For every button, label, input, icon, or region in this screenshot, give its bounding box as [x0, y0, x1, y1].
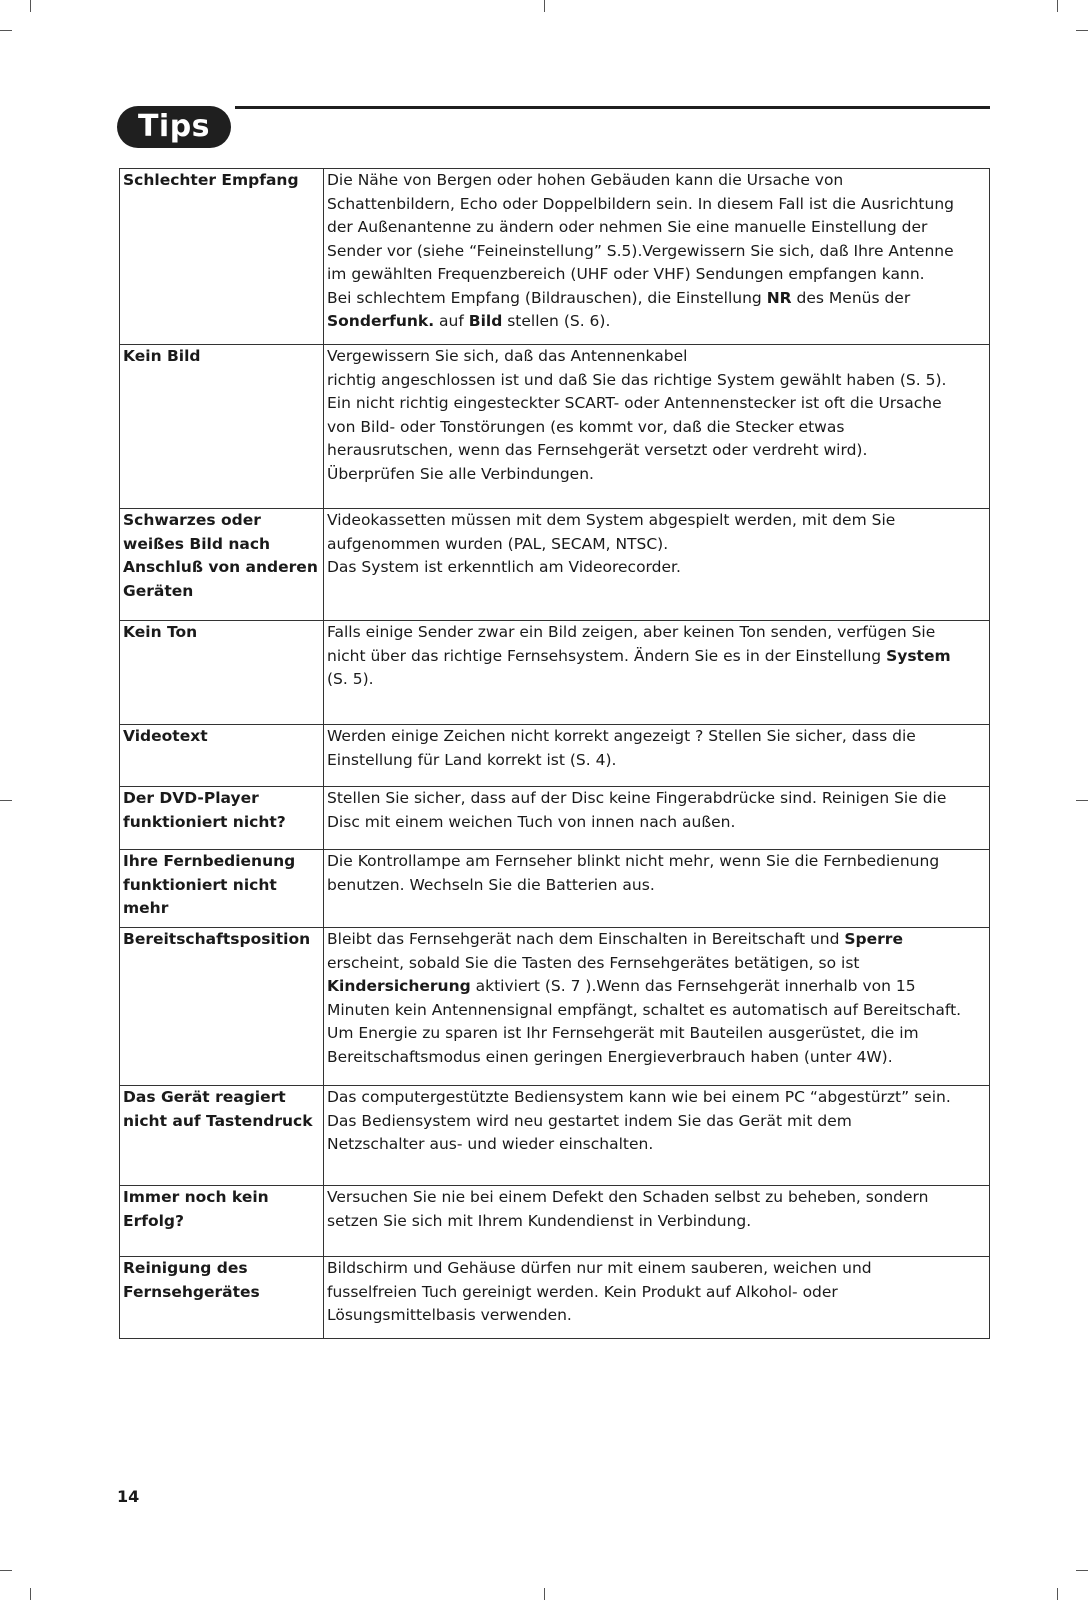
solution-line: [327, 725, 987, 749]
text-segment: Das System ist erkenntlich am Videorecorder.: [327, 558, 681, 576]
solution-line: [327, 416, 987, 440]
solution-text: [324, 1086, 990, 1186]
tips-row: [120, 787, 990, 850]
text-segment: Falls einige Sender zwar ein Bild zeigen, aber keinen Ton senden, verfügen Sie: [327, 623, 936, 641]
text-segment: Einstellung für Land korrekt ist (S. 4).: [327, 750, 617, 769]
solution-line: [327, 1304, 987, 1328]
text-segment: Lösungsmittelbasis verwenden.: [327, 1306, 572, 1324]
solution-line: [327, 169, 987, 193]
text-segment: setzen Sie sich mit Ihrem Kundendienst in Verbindung.: [327, 1211, 752, 1230]
crop-mark: [0, 30, 12, 31]
solution-line: [327, 668, 987, 692]
solution-line: [327, 850, 987, 874]
text-segment: Vergewissern Sie sich, daß das Antennenkabel: [327, 347, 688, 365]
solution-line: [327, 193, 987, 217]
problem-label: Der DVD-Player funktioniert nicht?: [120, 787, 324, 850]
problem-label: Das Gerät reagiert nicht auf Tastendruck: [120, 1086, 324, 1186]
page-number: 14: [117, 1487, 140, 1506]
tips-table: [119, 168, 990, 1339]
crop-mark: [0, 1570, 12, 1571]
text-segment: Videokassetten müssen mit dem System abgespielt werden, mit dem Sie: [327, 511, 896, 529]
text-segment: Minuten kein Antennensignal empfängt, schaltet es automatisch auf Bereitschaft.: [327, 1000, 962, 1019]
solution-line: [327, 287, 987, 311]
crop-mark: [30, 0, 31, 12]
solution-line: [327, 345, 987, 369]
emphasized-term: Kindersicherung: [327, 977, 471, 995]
text-segment: Sender vor (siehe “Feineinstellung” S.5).Vergewissern Sie sich, daß Ihre Antenne: [327, 241, 954, 260]
text-segment: aktiviert (S. 7 ).Wenn das Fernsehgerät innerhalb von 15: [470, 977, 916, 995]
solution-line: [327, 645, 987, 669]
text-segment: Überprüfen Sie alle Verbindungen.: [327, 464, 594, 483]
solution-line: [327, 533, 987, 557]
crop-mark: [0, 800, 12, 801]
tips-row: [120, 509, 990, 621]
problem-label: Videotext: [120, 725, 324, 787]
tips-row: [120, 169, 990, 345]
tips-row: [120, 345, 990, 509]
text-segment: Bereitschaftsmodus einen geringen Energieverbrauch haben (unter 4W).: [327, 1047, 893, 1066]
solution-line: [327, 216, 987, 240]
solution-line: [327, 240, 987, 264]
solution-text: [324, 621, 990, 725]
crop-mark: [1076, 1570, 1088, 1571]
solution-line: [327, 1210, 987, 1234]
solution-line: [327, 310, 987, 334]
text-segment: Bleibt das Fernsehgerät nach dem Einschalten in Bereitschaft und: [327, 930, 845, 948]
text-segment: (S. 5).: [327, 670, 374, 688]
text-segment: richtig angeschlossen ist und daß Sie das richtige System gewählt haben (S. 5).: [327, 370, 947, 389]
text-segment: Das Bediensystem wird neu gestartet indem Sie das Gerät mit dem: [327, 1111, 852, 1130]
problem-label: Kein Bild: [120, 345, 324, 509]
solution-line: [327, 556, 987, 580]
text-segment: erscheint, sobald Sie die Tasten des Fernsehgerätes betätigen, so ist: [327, 953, 860, 972]
emphasized-term: Bild: [468, 312, 503, 330]
tips-row: [120, 1086, 990, 1186]
solution-line: [327, 1046, 987, 1070]
text-segment: herausrutschen, wenn das Fernsehgerät versetzt oder verdreht wird).: [327, 441, 868, 459]
text-segment: Stellen Sie sicher, dass auf der Disc keine Fingerabdrücke sind. Reinigen Sie die: [327, 789, 947, 807]
text-segment: Versuchen Sie nie bei einem Defekt den Schaden selbst zu beheben, sondern: [327, 1188, 929, 1206]
tips-row: [120, 850, 990, 928]
text-segment: Die Nähe von Bergen oder hohen Gebäuden kann die Ursache von: [327, 171, 844, 189]
tips-row: [120, 621, 990, 725]
crop-mark: [1076, 30, 1088, 31]
solution-text: [324, 787, 990, 850]
solution-line: [327, 1281, 987, 1305]
solution-text: [324, 850, 990, 928]
solution-text: [324, 345, 990, 509]
tips-row: [120, 1186, 990, 1257]
problem-label: Kein Ton: [120, 621, 324, 725]
text-segment: der Außenantenne zu ändern oder nehmen Sie eine manuelle Einstellung der: [327, 218, 928, 236]
solution-text: [324, 169, 990, 345]
solution-line: [327, 1110, 987, 1134]
emphasized-term: Sonderfunk.: [327, 312, 435, 330]
text-segment: stellen (S. 6).: [502, 312, 611, 330]
solution-text: [324, 1257, 990, 1339]
text-segment: Schattenbildern, Echo oder Doppelbildern sein. In diesem Fall ist die Ausrichtung: [327, 194, 954, 213]
tips-table-body: [120, 169, 990, 1339]
problem-label: Schlechter Empfang: [120, 169, 324, 345]
problem-label: Reinigung des Fernsehgerätes: [120, 1257, 324, 1339]
text-segment: benutzen. Wechseln Sie die Batterien aus.: [327, 875, 655, 894]
solution-line: [327, 749, 987, 773]
solution-line: [327, 369, 987, 393]
text-segment: Die Kontrollampe am Fernseher blinkt nicht mehr, wenn Sie die Fernbedienung: [327, 852, 940, 870]
text-segment: Netzschalter aus- und wieder einschalten.: [327, 1135, 654, 1153]
page-title: Tips: [117, 106, 231, 148]
text-segment: Ein nicht richtig eingesteckter SCART- oder Antennenstecker ist oft die Ursache: [327, 394, 942, 412]
solution-text: [324, 1186, 990, 1257]
solution-line: [327, 999, 987, 1023]
header-rule: [235, 106, 990, 109]
text-segment: Disc mit einem weichen Tuch von innen nach außen.: [327, 812, 736, 831]
section-header: [117, 106, 990, 150]
text-segment: Werden einige Zeichen nicht korrekt angezeigt ? Stellen Sie sicher, dass die: [327, 727, 916, 745]
text-segment: Bei schlechtem Empfang (Bildrauschen), die Einstellung: [327, 288, 767, 307]
text-segment: auf: [434, 312, 469, 330]
solution-line: [327, 263, 987, 287]
problem-label: Ihre Fernbedienung funktioniert nicht mehr: [120, 850, 324, 928]
solution-text: [324, 725, 990, 787]
solution-text: [324, 928, 990, 1086]
crop-mark: [544, 0, 545, 12]
crop-mark: [1057, 1588, 1058, 1600]
crop-mark: [1076, 800, 1088, 801]
tips-row: [120, 1257, 990, 1339]
text-segment: aufgenommen wurden (PAL, SECAM, NTSC).: [327, 534, 669, 553]
problem-label: Bereitschaftsposition: [120, 928, 324, 1086]
solution-line: [327, 928, 987, 952]
problem-label: Immer noch kein Erfolg?: [120, 1186, 324, 1257]
text-segment: von Bild- oder Tonstörungen (es kommt vor, daß die Stecker etwas: [327, 417, 845, 436]
solution-line: [327, 463, 987, 487]
crop-mark: [1057, 0, 1058, 12]
solution-text: [324, 509, 990, 621]
solution-line: [327, 1257, 987, 1281]
solution-line: [327, 975, 987, 999]
solution-line: [327, 811, 987, 835]
emphasized-term: NR: [766, 288, 792, 307]
text-segment: Bildschirm und Gehäuse dürfen nur mit einem sauberen, weichen und: [327, 1259, 872, 1277]
crop-mark: [30, 1588, 31, 1600]
solution-line: [327, 439, 987, 463]
solution-line: [327, 1186, 987, 1210]
solution-line: [327, 392, 987, 416]
emphasized-term: System: [886, 646, 951, 665]
solution-line: [327, 621, 987, 645]
solution-line: [327, 509, 987, 533]
text-segment: Um Energie zu sparen ist Ihr Fernsehgerät mit Bauteilen ausgerüstet, die im: [327, 1024, 919, 1042]
problem-label: Schwarzes oder weißes Bild nach Anschluß von anderen Geräten: [120, 509, 324, 621]
solution-line: [327, 1133, 987, 1157]
text-segment: fusselfreien Tuch gereinigt werden. Kein Produkt auf Alkohol- oder: [327, 1282, 838, 1301]
solution-line: [327, 952, 987, 976]
solution-line: [327, 1086, 987, 1110]
solution-line: [327, 874, 987, 898]
crop-mark: [544, 1588, 545, 1600]
solution-line: [327, 787, 987, 811]
text-segment: nicht über das richtige Fernsehsystem. Ändern Sie es in der Einstellung: [327, 646, 887, 665]
tips-row: [120, 928, 990, 1086]
tips-row: [120, 725, 990, 787]
solution-line: [327, 1022, 987, 1046]
text-segment: des Menüs der: [791, 288, 911, 307]
emphasized-term: Sperre: [844, 930, 903, 948]
text-segment: Das computergestützte Bediensystem kann wie bei einem PC “abgestürzt” sein.: [327, 1088, 951, 1106]
text-segment: im gewählten Frequenzbereich (UHF oder VHF) Sendungen empfangen kann.: [327, 265, 925, 283]
